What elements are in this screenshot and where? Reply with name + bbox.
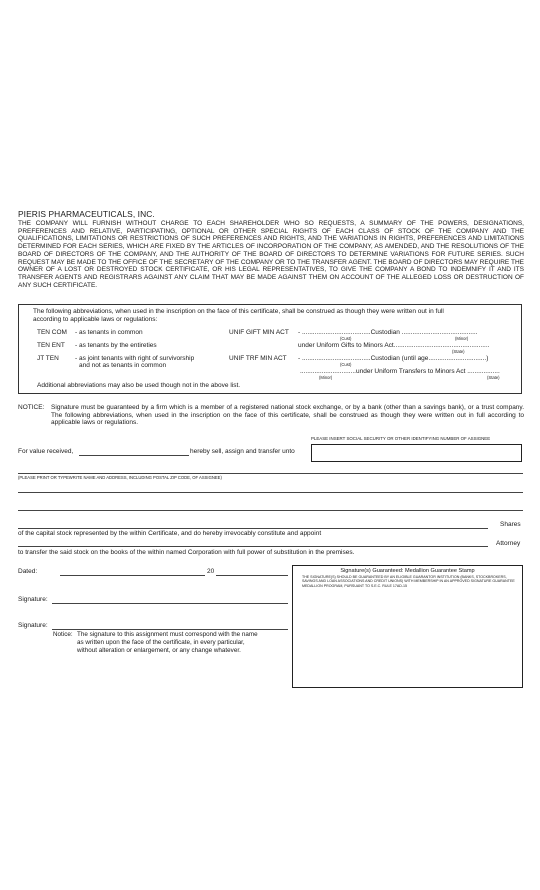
unif-gift-label: UNIF GIFT MIN ACT [229, 329, 289, 336]
signature-notice [18, 404, 524, 427]
assignment-notice-line3: without alteration or enlargement, or any change whatever. [77, 647, 241, 654]
under-gifts-line: under Uniform Gifts to Minors Act..................................................... [298, 342, 490, 349]
signature-label-1: Signature: [18, 596, 48, 603]
signature-label-2: Signature: [18, 622, 48, 629]
ten-com-desc: - as tenants in common [75, 329, 143, 336]
attorney-line[interactable] [18, 546, 488, 547]
additional-abbrev-note: Additional abbreviations may also be used though not in the above list. [37, 382, 241, 389]
shares-line[interactable] [18, 528, 488, 529]
hereby-label: hereby sell, assign and transfer unto [190, 448, 295, 455]
abbreviations-box [18, 304, 522, 394]
cust-caption-2: (Cust) [340, 362, 352, 367]
rights-notice: THE COMPANY WILL FURNISH WITHOUT CHARGE TO EACH SHAREHOLDER WHO SO REQUESTS, A SUMMARY OF THE POWERS, DESIGNATIONS, PREFERENCES AND RELATIVE, PARTICIPATING, OPTIONAL OR OTHER SPECIAL RIGHTS OF EACH CLASS OF STOCK OF THE COMPANY AND THE QUALIFICATIONS, LIMITATIONS OR RESTRICTIONS OF SUCH PREFERENCES AND RIGHTS, AND THE VARIATIONS IN RIGHTS, PREFERENCES AND LIMITATIONS DETERMINED FOR EACH SERIES, WHICH ARE FIXED BY THE ARTICLES OF INCORPORATION OF THE COMPANY, AS AMENDED, AND THE RESOLUTIONS OF THE BOARD OF DIRECTORS OF THE COMPANY, AND THE AUTHORITY OF THE BOARD OF DIRECTORS TO DETERMINE VARIATIONS FOR FUTURE SERIES. SUCH REQUEST MAY BE MADE TO THE OFFICE OF THE SECRETARY OF THE COMPANY OR TO THE TRANSFER AGENT. THE BOARD OF DIRECTORS MAY REQUIRE THE OWNER OF A LOST OR DESTROYED STOCK CERTIFICATE, OR HIS LEGAL REPRESENTATIVES, TO GIVE THE COMPANY A BOND TO INDEMNIFY IT AND ITS TRANSFER AGENTS AND REGISTRARS AGAINST ANY CLAIM THAT MAY BE MADE AGAINST THEM ON ACCOUNT OF THE ALLEGED LOSS OR DESTRUCTION OF ANY SUCH CERTIFICATE. [18, 220, 524, 289]
cust-caption: (Cust) [340, 336, 352, 341]
assignment-notice-line2: as written upon the face of the certificate, in every particular, [77, 639, 245, 646]
assignee-name-line[interactable] [18, 473, 523, 474]
jt-ten-code: JT TEN [37, 355, 59, 362]
medallion-guarantee-box [292, 565, 523, 688]
assignor-line[interactable] [79, 455, 189, 456]
jt-ten-desc1: - as joint tenants with right of survivorship [75, 355, 195, 362]
assignment-notice-line1: The signature to this assignment must correspond with the name [77, 631, 258, 638]
assignee-address-line-2[interactable] [18, 510, 523, 511]
signature-notice-text: Signature must be guaranteed by a firm which is a member of a registered national stock exchange, or by a bank (other than a savings bank), or a trust company. The following abbreviations, when used in the inscription on the face of this certificate, shall be construed as though they were written out in full according to applicable laws or regulations. [51, 404, 524, 427]
unif-gift-line: - ......................................Custodian .......................................... [298, 329, 478, 336]
assignee-caption: (PLEASE PRINT OR TYPEWRITE NAME AND ADDRESS, INCLUDING POSTAL ZIP CODE, OF ASSIGNEE) [18, 475, 222, 480]
ssn-caption: PLEASE INSERT SOCIAL SECURITY OR OTHER IDENTIFYING NUMBER OF ASSIGNEE [311, 436, 491, 441]
unif-trf-line: - ......................................Custodian (until age................................) [298, 355, 489, 362]
ten-ent-desc: - as tenants by the entireties [75, 342, 157, 349]
ssn-input-box[interactable] [311, 444, 522, 462]
assignee-address-line-1[interactable] [18, 492, 523, 493]
date-line[interactable] [60, 575, 205, 576]
state-caption: (State) [452, 349, 465, 354]
unif-trf-label: UNIF TRF MIN ACT [229, 355, 287, 362]
signature-line-1[interactable] [52, 603, 288, 604]
transfer-text: to transfer the said stock on the books of the within named Corporation with full power of substitution in the premises. [18, 549, 355, 556]
year-line[interactable] [216, 575, 288, 576]
under-transfers-line: ...............................under Uniform Transfers to Minors Act .................. [300, 368, 500, 375]
for-value-label: For value received, [18, 448, 74, 455]
year-prefix: 20 [207, 568, 215, 575]
abbrev-intro-line1: The following abbreviations, when used in the inscription on the face of this certificate, shall be construed as though they were written out in full [33, 308, 444, 315]
shares-label: Shares [500, 521, 521, 528]
capital-stock-text: of the capital stock represented by the within Certificate, and do hereby irrevocably constitute and appoint [18, 530, 322, 537]
guarantee-text: THE SIGNATURE(S) SHOULD BE GUARANTEED BY AN ELIGIBLE GUARANTOR INSTITUTION (BANKS, STOCKBROKERS, SAVINGS AND LOAN ASSOCIATIONS AND CREDIT UNIONS) WITH MEMBERSHIP IN AN APPROVED SIGNATURE GUARANTEE MEDALLION PROGRAM, PURSUANT TO S.E.C. RULE 17AD-15 [302, 575, 515, 588]
assignment-notice-label: Notice: [53, 631, 73, 638]
minor-caption-2: (Minor) [319, 375, 333, 380]
attorney-label: Attorney [496, 540, 521, 547]
signature-line-2[interactable] [52, 629, 288, 630]
abbrev-intro-line2: according to applicable laws or regulations: [33, 316, 158, 323]
dated-label: Dated: [18, 568, 38, 575]
ten-ent-code: TEN ENT [37, 342, 65, 349]
signature-notice-label: NOTICE: [18, 404, 45, 411]
jt-ten-desc2: and not as tenants in common [79, 362, 167, 369]
ten-com-code: TEN COM [37, 329, 67, 336]
state-caption-2: (State) [487, 375, 500, 380]
guarantee-title: Signature(s) Guaranteed: Medallion Guarantee Stamp [340, 568, 475, 574]
company-name: PIERIS PHARMACEUTICALS, INC. [18, 209, 155, 219]
minor-caption: (Minor) [455, 336, 469, 341]
